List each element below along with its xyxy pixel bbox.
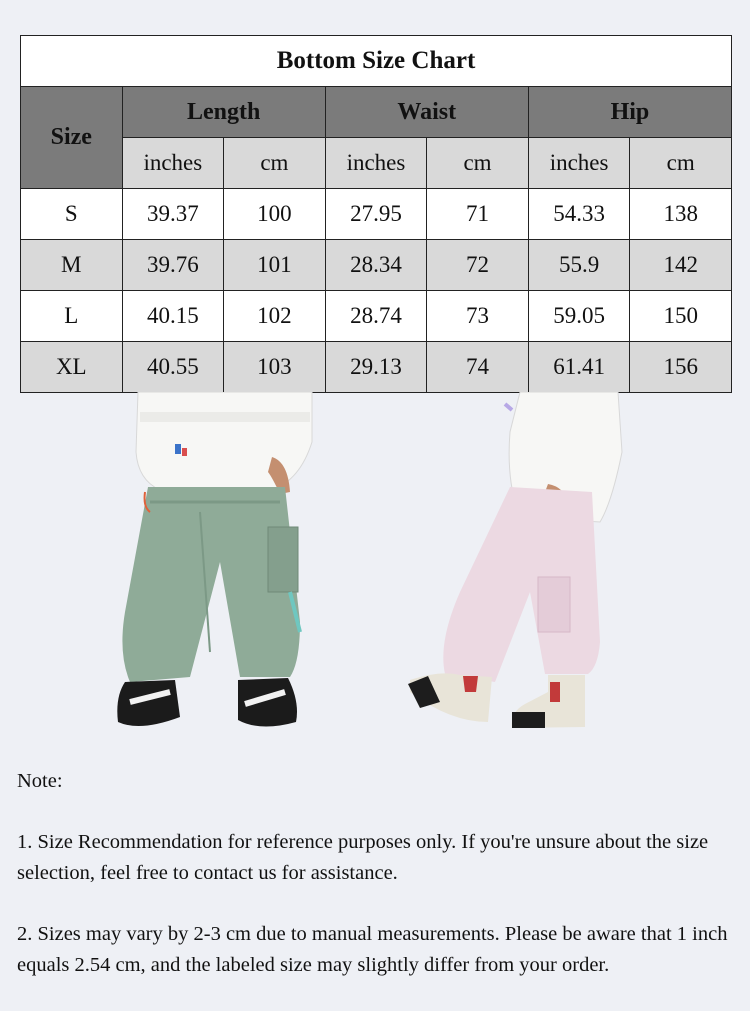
size-cell: S <box>21 189 123 240</box>
note-section <box>17 766 737 1011</box>
size-cell: L <box>21 291 123 342</box>
table-cell: 150 <box>630 291 732 342</box>
table-cell: 28.34 <box>325 240 427 291</box>
model-green-pants <box>117 392 312 727</box>
model-pink-pants <box>408 392 622 728</box>
table-cell: 61.41 <box>528 342 630 393</box>
unit-header: inches <box>122 138 224 189</box>
unit-header: cm <box>427 138 529 189</box>
table-cell: 103 <box>224 342 326 393</box>
size-chart-table <box>20 35 732 393</box>
table-cell: 59.05 <box>528 291 630 342</box>
table-cell: 29.13 <box>325 342 427 393</box>
table-cell: 74 <box>427 342 529 393</box>
table-cell: 102 <box>224 291 326 342</box>
product-photo <box>0 392 750 737</box>
table-cell: 100 <box>224 189 326 240</box>
note-item-1: 1. Size Recommendation for reference purposes only. If you're unsure about the size selection, feel free to contact us for assistance. <box>17 831 709 884</box>
table-cell: 55.9 <box>528 240 630 291</box>
table-cell: 27.95 <box>325 189 427 240</box>
unit-header: inches <box>528 138 630 189</box>
table-cell: 39.37 <box>122 189 224 240</box>
table-cell: 138 <box>630 189 732 240</box>
table-cell: 73 <box>427 291 529 342</box>
models-illustration <box>0 392 750 737</box>
table-cell: 156 <box>630 342 732 393</box>
chart-title: Bottom Size Chart <box>21 36 732 87</box>
table-cell: 71 <box>427 189 529 240</box>
table-cell: 54.33 <box>528 189 630 240</box>
size-header: Size <box>21 87 123 189</box>
table-cell: 40.55 <box>122 342 224 393</box>
group-header-hip: Hip <box>528 87 731 138</box>
size-cell: M <box>21 240 123 291</box>
table-row <box>21 240 732 291</box>
table-row <box>21 291 732 342</box>
table-cell: 72 <box>427 240 529 291</box>
note-item-2: 2. Sizes may vary by 2-3 cm due to manual measurements. Please be aware that 1 inch equals 2.54 cm, and the labeled size may slightly differ from your order. <box>17 923 728 976</box>
group-header-length: Length <box>122 87 325 138</box>
unit-header: cm <box>630 138 732 189</box>
table-cell: 39.76 <box>122 240 224 291</box>
note-heading: Note: <box>17 770 63 792</box>
table-cell: 101 <box>224 240 326 291</box>
unit-header: inches <box>325 138 427 189</box>
group-header-waist: Waist <box>325 87 528 138</box>
table-cell: 142 <box>630 240 732 291</box>
table-row <box>21 342 732 393</box>
table-cell: 28.74 <box>325 291 427 342</box>
unit-header: cm <box>224 138 326 189</box>
size-cell: XL <box>21 342 123 393</box>
table-cell: 40.15 <box>122 291 224 342</box>
table-row <box>21 189 732 240</box>
